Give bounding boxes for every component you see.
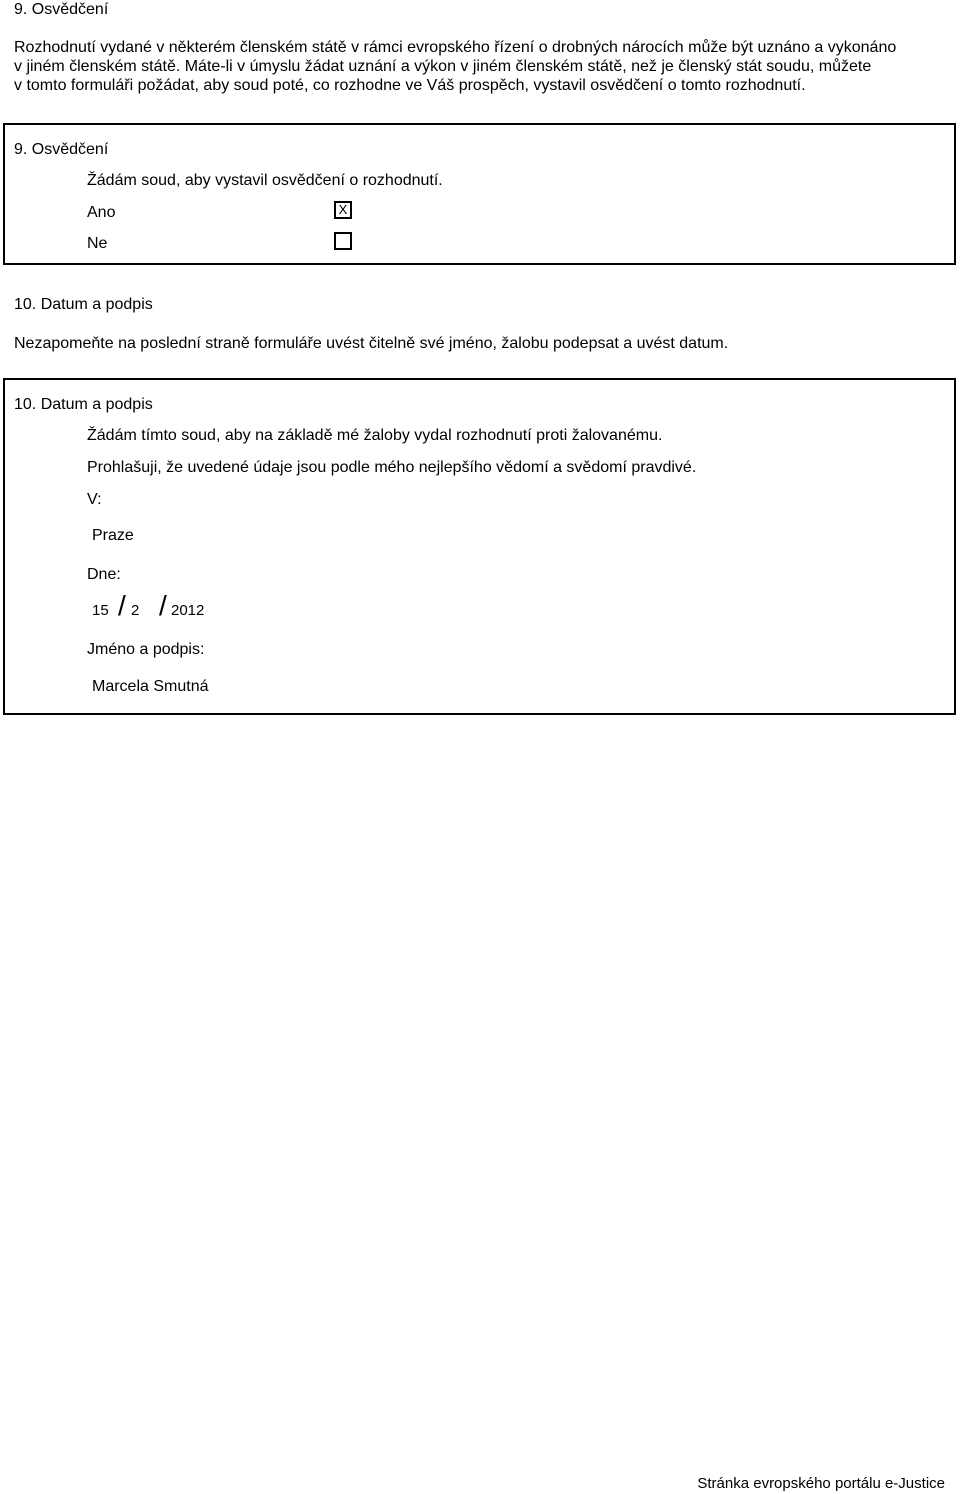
portal-footer: Stránka evropského portálu e-Justice [697, 1475, 945, 1492]
date-label: Dne: [87, 566, 121, 583]
date-month-field[interactable]: 2 [131, 602, 140, 619]
date-day-field[interactable]: 15 [92, 602, 109, 619]
date-separator-1: / [118, 590, 126, 621]
option-yes-label: Ano [87, 204, 116, 221]
date-year-field[interactable]: 2012 [171, 602, 205, 619]
section-9-intro-line-1: Rozhodnutí vydané v některém členském státě v rámci evropského řízení o drobných nárocích může být uznáno a vykonáno [14, 39, 897, 56]
signature-form-heading: 10. Datum a podpis [14, 396, 153, 413]
section-9-intro-line-3: v tomto formuláři požádat, aby soud poté, co rozhodne ve Váš prospěch, vystavil osvědčení o tomto rozhodnutí. [14, 77, 806, 94]
judgment-request-text: Žádám tímto soud, aby na základě mé žaloby vydal rozhodnutí proti žalovanému. [87, 427, 663, 444]
date-separator-2: / [159, 590, 167, 621]
certificate-form-box [3, 123, 956, 265]
declaration-text: Prohlašuji, že uvedené údaje jsou podle mého nejlepšího vědomí a svědomí pravdivé. [87, 459, 697, 476]
option-no-checkbox[interactable] [334, 232, 352, 250]
certificate-form-heading: 9. Osvědčení [14, 141, 109, 158]
section-10-reminder: Nezapomeňte na poslední straně formuláře uvést čitelně své jméno, žalobu podepsat a uvést datum. [14, 335, 729, 352]
name-signature-field[interactable]: Marcela Smutná [92, 678, 209, 695]
option-no-label: Ne [87, 235, 108, 252]
section-9-intro-line-2: v jiném členském státě. Máte-li v úmyslu žádat uznání a výkon v jiném členském státě, než je členský stát soudu, můžete [14, 58, 872, 75]
certificate-request-text: Žádám soud, aby vystavil osvědčení o rozhodnutí. [87, 172, 443, 189]
name-signature-label: Jméno a podpis: [87, 641, 205, 658]
place-label: V: [87, 491, 102, 508]
section-10-heading: 10. Datum a podpis [14, 296, 153, 313]
section-9-heading: 9. Osvědčení [14, 1, 109, 18]
option-yes-checkbox[interactable]: X [334, 201, 352, 219]
place-field[interactable]: Praze [92, 527, 134, 544]
